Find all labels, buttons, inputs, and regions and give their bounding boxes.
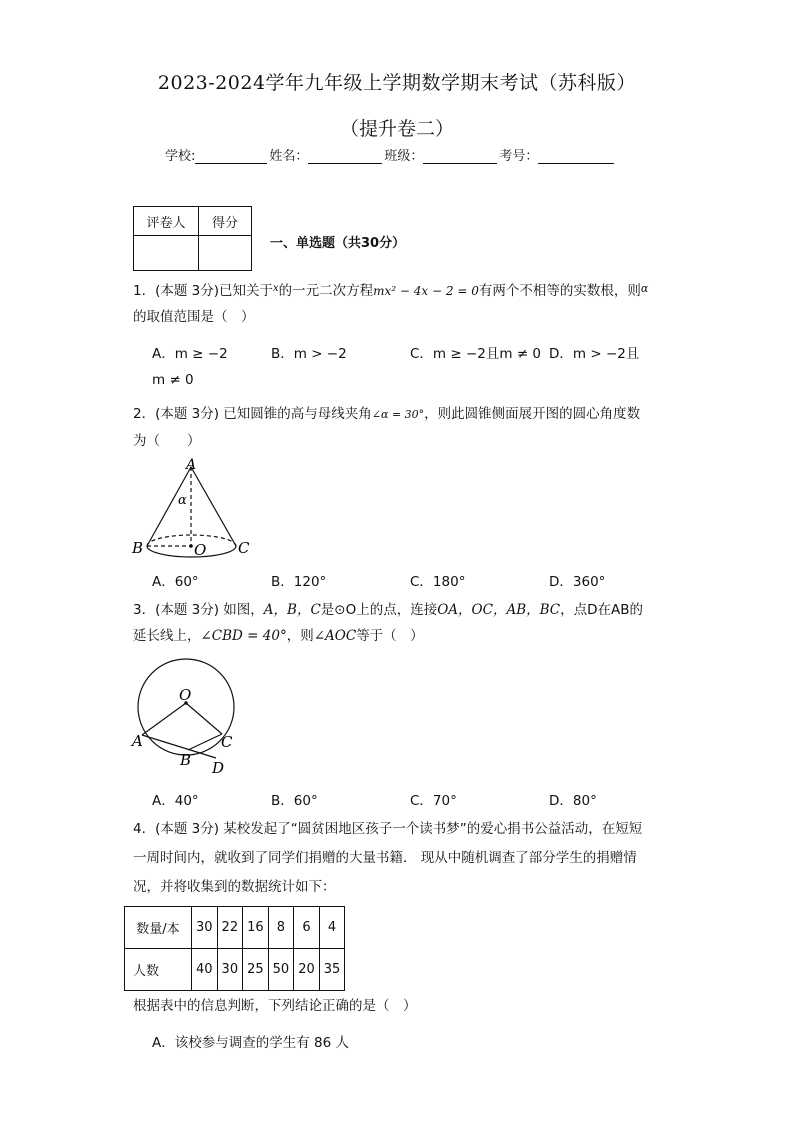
q2-suffix: ，则此圆锥侧面展开图的圆心角度数: [424, 406, 641, 422]
question-2: [133, 401, 663, 454]
circle-label-d: D: [212, 759, 225, 777]
q3-option-b[interactable]: B．60°: [271, 793, 318, 809]
q2-option-a[interactable]: A．60°: [152, 574, 199, 590]
q2-option-d[interactable]: D．360°: [549, 574, 606, 590]
cone-label-c: C: [238, 539, 250, 557]
question-1: [133, 276, 663, 330]
q2-option-b[interactable]: B．120°: [271, 574, 327, 590]
table-cell: 30: [192, 907, 218, 949]
score-header: 得分: [199, 207, 252, 236]
exam-title: 2023-2024学年九年级上学期数学期末考试（苏科版）: [157, 72, 637, 94]
exam-subtitle: （提升卷二）: [339, 118, 454, 140]
circle-label-o: O: [179, 686, 192, 704]
grader-score-table: [133, 206, 252, 271]
question-3: [133, 597, 673, 649]
school-label: 学校:: [165, 149, 196, 164]
q3-segments: OA，OC，AB，BC: [437, 602, 561, 618]
q3-prefix: 3．(本题 3分) 如图，: [133, 602, 264, 618]
name-field[interactable]: [308, 149, 382, 164]
question-1-line-2: 的取值范围是（ ）: [133, 309, 255, 325]
q1-var-alpha: α: [640, 282, 649, 295]
circle-label-c: C: [221, 733, 233, 751]
circle-figure: [128, 655, 253, 780]
number-label: 考号：: [499, 149, 539, 164]
question-4-line-2: 一周时间内，就收到了同学们捐赠的大量书籍． 现从中随机调查了部分学生的捐赠情: [133, 850, 637, 866]
table-cell: 35: [319, 949, 345, 991]
question-2-line-1: [133, 401, 663, 428]
q3-option-d[interactable]: D．80°: [549, 793, 597, 809]
table-cell: 22: [217, 907, 243, 949]
segment-oa: [142, 703, 186, 735]
row2-header: 人数: [125, 949, 192, 991]
circle-label-b: B: [180, 751, 192, 769]
q3-option-c[interactable]: C．70°: [410, 793, 457, 809]
cone-label-b: B: [132, 539, 144, 557]
q3-points: A，B，C: [263, 602, 321, 618]
q4-option-a[interactable]: A．该校参与调查的学生有 86 人: [152, 1035, 349, 1051]
grader-header: 评卷人: [134, 207, 199, 236]
q3-line2-suffix: 等于（ ）: [356, 628, 424, 644]
q3-option-a[interactable]: A．40°: [152, 793, 199, 809]
question-1-line-1: [133, 276, 663, 304]
question-4-line-3: 况，并将收集到的数据统计如下：: [133, 879, 336, 895]
cone-label-alpha: α: [178, 493, 187, 508]
table-cell: 50: [268, 949, 294, 991]
q3-target: ∠AOC: [313, 628, 357, 644]
grader-cell[interactable]: [134, 236, 199, 271]
cone-center-dot: [189, 544, 193, 548]
table-row: [125, 907, 345, 949]
q1-option-c[interactable]: C．m ≥ −2且m ≠ 0: [410, 346, 542, 362]
section-title: 一、单选题（共30分）: [270, 236, 406, 251]
student-info-line: [165, 145, 616, 164]
name-label: 姓名：: [269, 149, 309, 164]
q1-suffix: 有两个不相等的实数根，则: [478, 283, 641, 299]
score-cell[interactable]: [199, 236, 252, 271]
circle-label-a: A: [132, 732, 143, 750]
q4-after-table: 根据表中的信息判断，下列结论正确的是（ ）: [133, 998, 417, 1014]
q3-point-d: ，点D在AB的: [560, 602, 644, 618]
q1-option-d-cont: m ≠ 0: [152, 372, 194, 388]
class-field[interactable]: [423, 149, 497, 164]
table-cell: 25: [243, 949, 269, 991]
donation-table: [124, 906, 345, 991]
table-row: [125, 949, 345, 991]
question-4-line-1: 4．(本题 3分) 某校发起了“圆贫困地区孩子一个读书梦”的爱心捐书公益活动，在短短: [133, 821, 643, 837]
cone-label-o: O: [194, 541, 207, 559]
question-2-line-2: 为（ ）: [133, 433, 201, 449]
school-field[interactable]: [195, 149, 267, 164]
question-3-line-2: [133, 623, 673, 649]
row1-header: 数量/本: [125, 907, 192, 949]
table-cell: 30: [217, 949, 243, 991]
segment-oc: [186, 703, 222, 734]
number-field[interactable]: [538, 149, 614, 164]
q3-given: ∠CBD = 40°: [200, 628, 287, 644]
question-3-line-1: [133, 597, 673, 623]
question-4: [133, 815, 673, 902]
cone-label-a: A: [186, 457, 197, 473]
q1-option-a[interactable]: A．m ≥ −2: [152, 346, 228, 362]
q1-option-b[interactable]: B．m > −2: [271, 346, 347, 362]
class-label: 班级：: [384, 149, 424, 164]
q1-prefix: 1．(本题 3分)已知关于: [133, 283, 274, 299]
q2-option-c[interactable]: C．180°: [410, 574, 466, 590]
table-cell: 40: [192, 949, 218, 991]
table-cell: 4: [319, 907, 345, 949]
q3-line2-mid: ，则: [286, 628, 314, 644]
circle-o: [138, 659, 234, 755]
table-cell: 6: [294, 907, 320, 949]
segment-bc: [188, 734, 222, 750]
table-cell: 16: [243, 907, 269, 949]
q3-on-circle: 是⊙O上的点，连接: [320, 602, 438, 618]
q2-prefix: 2．(本题 3分) 已知圆锥的高与母线夹角: [133, 406, 372, 422]
cone-figure: [128, 455, 258, 560]
table-cell: 20: [294, 949, 320, 991]
q2-angle: ∠α = 30°: [371, 408, 425, 421]
q3-line2-prefix: 延长线上，: [133, 628, 201, 644]
q1-var-x: x: [273, 283, 279, 294]
table-cell: 8: [268, 907, 294, 949]
cone-slant-right: [191, 467, 236, 546]
q1-mid: 的一元二次方程: [278, 283, 374, 299]
q1-option-d[interactable]: D．m > −2且: [549, 346, 640, 362]
q1-equation: mx² − 4x − 2 = 0: [373, 284, 479, 298]
